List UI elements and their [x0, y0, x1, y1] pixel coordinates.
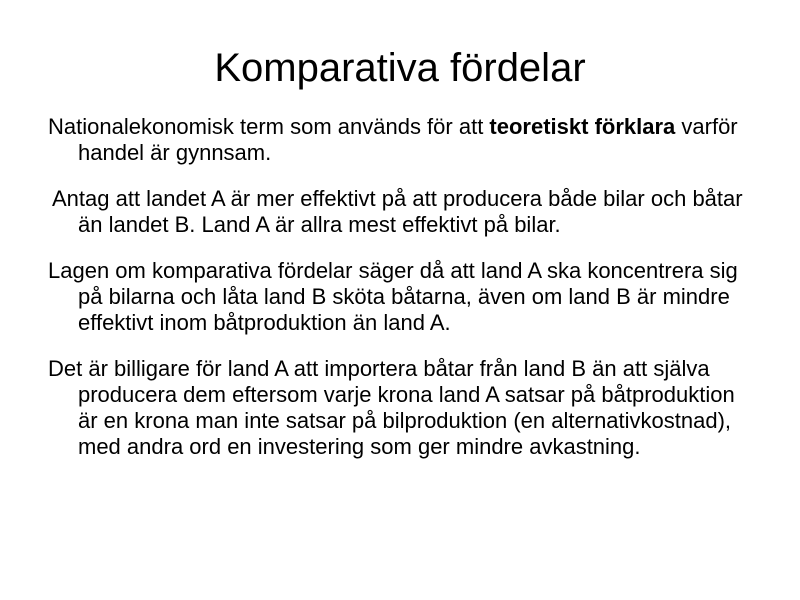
paragraph-law: Lagen om komparativa fördelar säger då att land A ska koncentrera sig på bilarna och låta land B sköta båtarna, även om land B är mindre effektivt inom båtproduktion än land A.	[48, 258, 738, 335]
paragraph-definition-bold: teoretiskt förklara	[489, 114, 676, 139]
paragraph-explanation: Det är billigare för land A att importera båtar från land B än att själva producera dem eftersom varje krona land A satsar på båtproduktion är en krona man inte satsar på bilproduktion (en alternativkostnad), med andra ord en investering som ger mindre avkastning.	[48, 356, 735, 459]
paragraph-definition	[48, 114, 758, 166]
slide-title: Komparativa fördelar	[214, 46, 586, 90]
slide-body	[48, 114, 758, 480]
paragraph-assumption: Antag att landet A är mer effektivt på att producera både bilar och båtar än landet B. Land A är allra mest effektivt på bilar.	[52, 186, 743, 237]
paragraph-definition-end: varför handel är gynnsam.	[78, 114, 738, 165]
paragraph-definition-start: Nationalekonomisk term som används för att	[48, 114, 490, 139]
